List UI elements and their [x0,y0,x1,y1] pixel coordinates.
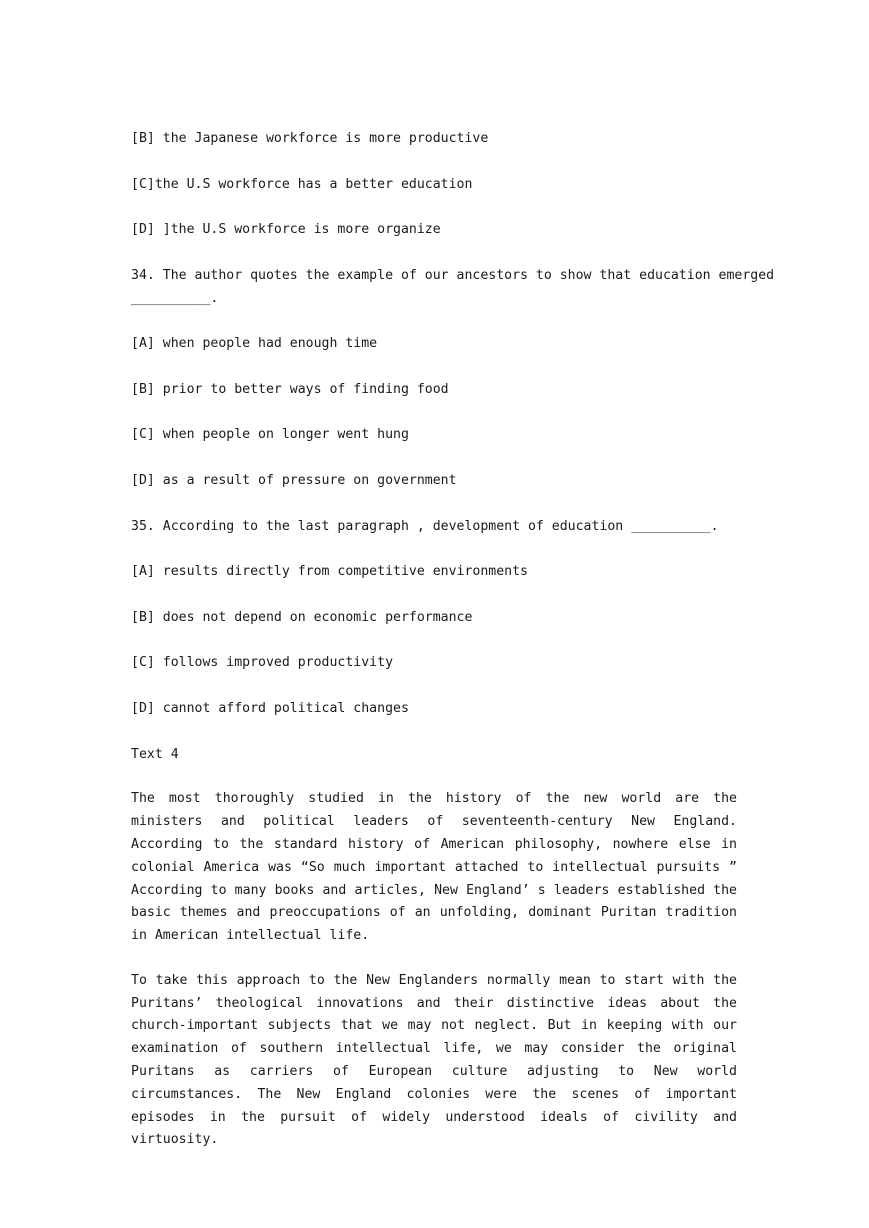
document-page [131,128,775,1152]
q34-stem: 34. The author quotes the example of our ancestors to show that education emerged [131,267,775,283]
q34-option-a: [A] when people had enough time [131,336,378,352]
q34-option-d: [D] as a result of pressure on government [131,472,457,488]
q33-option-d: [D] ]the U.S workforce is more organize [131,222,441,238]
text4-heading: Text 4 [131,746,179,762]
q35-option-d: [D] cannot afford political changes [131,700,409,716]
q33-option-b: [B] the Japanese workforce is more productive [131,131,489,146]
q34-option-c: [C] when people on longer went hung [131,427,409,443]
q34-option-b: [B] prior to better ways of finding food [131,381,449,397]
q35-option-a: [A] results directly from competitive environments [131,564,528,580]
text4-paragraph-1: The most thoroughly studied in the history of the new world are the ministers and political leaders of seventeenth-century New England. According to the standard history of American philosophy, nowhere else in colonial America was “So much important attached to intellectual pursuits ” According to many books and articles, New England’ s leaders established the basic themes and preoccupations of an unfolding, dominant Puritan tradition in American intellectual life. [131,791,737,944]
q33-option-c: [C]the U.S workforce has a better education [131,176,473,192]
q35-option-c: [C] follows improved productivity [131,655,394,671]
q35-stem: 35. According to the last paragraph , development of education __________. [131,518,719,534]
q34-stem-blank: __________. [131,290,219,306]
text4-paragraph-2: To take this approach to the New Englanders normally mean to start with the Puritans’ theological innovations and their distinctive ideas about the church-important subjects that we may not neglect. But in keeping with our examination of southern intellectual life, we may consider the original Puritans as carriers of European culture adjusting to New world circumstances. The New England colonies were the scenes of important episodes in the pursuit of widely understood ideals of civility and virtuosity. [131,972,737,1148]
q35-option-b: [B] does not depend on economic performance [131,609,473,625]
